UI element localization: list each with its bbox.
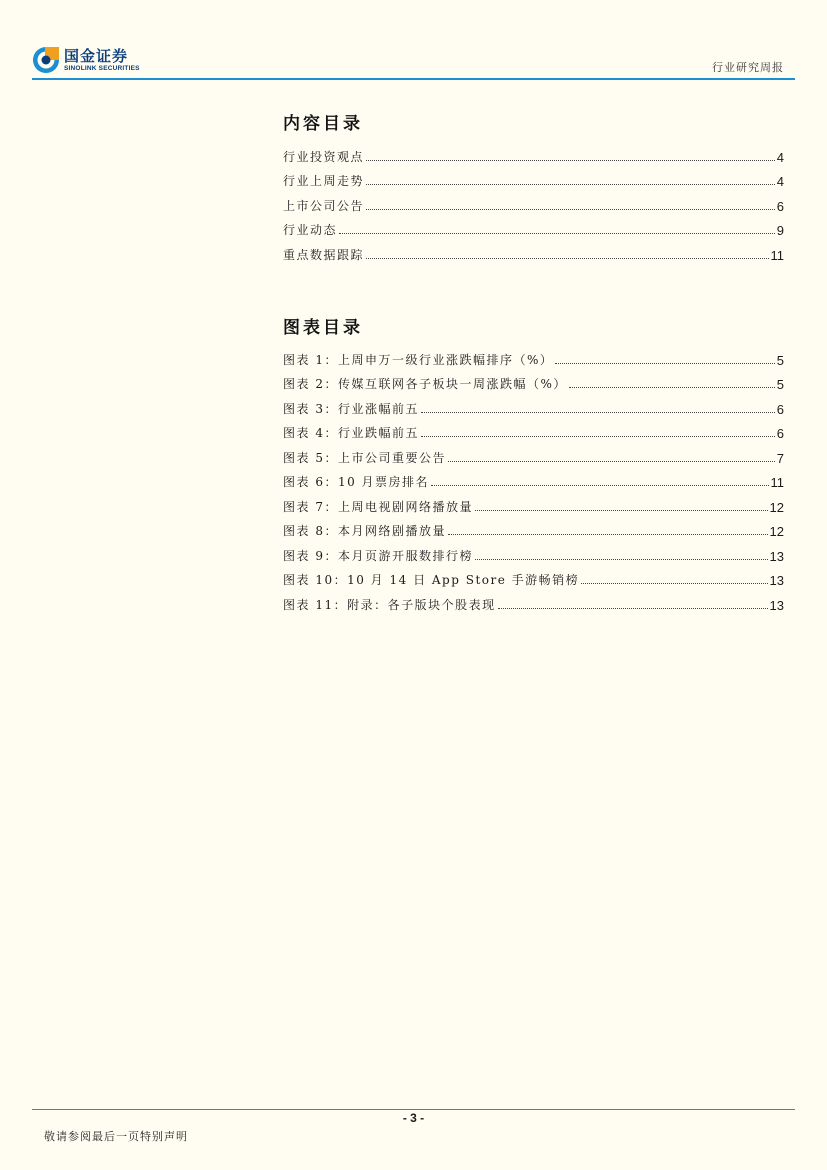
company-logo <box>32 46 140 74</box>
figure-toc-item[interactable] <box>283 441 784 466</box>
toc-item-page: 7 <box>776 450 784 466</box>
toc-leader-dots <box>498 607 768 609</box>
toc-item-page: 11 <box>770 247 784 263</box>
toc-leader-dots <box>366 159 775 161</box>
toc-item-page: 11 <box>770 475 784 490</box>
figure-toc-item[interactable] <box>283 392 784 417</box>
report-type-label: 行业研究周报 <box>712 61 784 74</box>
page-number: - 3 - <box>402 1111 425 1125</box>
toc-item-page: 6 <box>776 401 784 417</box>
page-header <box>0 0 827 80</box>
toc-item[interactable] <box>283 214 784 239</box>
figure-toc-item[interactable] <box>283 466 784 491</box>
figure-toc-item[interactable] <box>283 515 784 540</box>
toc-leader-dots <box>431 484 768 486</box>
logo-chinese-name: 国金证券 <box>64 46 129 65</box>
figure-toc-item[interactable] <box>283 490 784 515</box>
toc-item-label: 行业投资观点 <box>283 149 365 164</box>
toc-item-label: 上市公司公告 <box>283 198 365 213</box>
toc-leader-dots <box>421 435 775 437</box>
toc-item-page: 12 <box>769 499 784 515</box>
toc-item[interactable] <box>283 165 784 190</box>
toc-item-label: 重点数据跟踪 <box>283 247 365 262</box>
figure-toc-item[interactable] <box>283 368 784 393</box>
toc-leader-dots <box>448 460 775 462</box>
toc-item-label: 图表 9：本月页游开服数排行榜 <box>283 548 473 563</box>
toc-leader-dots <box>581 582 767 584</box>
toc-item-page: 6 <box>776 426 784 441</box>
toc-item-label: 图表 5：上市公司重要公告 <box>283 450 446 465</box>
toc-item-label: 行业上周走势 <box>283 174 365 188</box>
toc-item[interactable] <box>283 189 784 214</box>
toc-item-page: 12 <box>769 524 784 539</box>
disclaimer-note: 敬请参阅最后一页特别声明 <box>44 1130 188 1143</box>
toc-leader-dots <box>475 558 768 560</box>
logo-english-name: SINOLINK SECURITIES <box>64 64 140 72</box>
toc-item-label: 图表 8：本月网络剧播放量 <box>283 524 446 538</box>
toc-item-label: 图表 4：行业跌幅前五 <box>283 426 419 440</box>
figure-toc-item[interactable] <box>283 343 784 368</box>
toc-item-page: 5 <box>776 352 784 368</box>
header-divider <box>32 78 795 80</box>
toc-item-label: 行业动态 <box>283 223 338 237</box>
toc-item-page: 5 <box>776 377 784 392</box>
toc-leader-dots <box>475 509 768 511</box>
contents-title: 内容目录 <box>283 114 363 134</box>
toc-item-label: 图表 10：10 月 14 日 App Store 手游畅销榜 <box>283 573 580 587</box>
figure-toc-item[interactable] <box>283 417 784 442</box>
toc-item-page: 13 <box>769 597 784 613</box>
toc-leader-dots <box>448 533 768 535</box>
toc-leader-dots <box>366 208 775 210</box>
toc-item-label: 图表 3：行业涨幅前五 <box>283 401 419 416</box>
toc-item-page: 13 <box>769 573 784 588</box>
figure-toc-item[interactable] <box>283 588 784 613</box>
figures-list <box>283 343 784 613</box>
toc-item-label: 图表 11：附录：各子版块个股表现 <box>283 597 496 612</box>
toc-item-label: 图表 1：上周申万一级行业涨跌幅排序（%） <box>283 352 554 367</box>
footer-divider <box>32 1109 795 1110</box>
toc-item-label: 图表 6：10 月票房排名 <box>283 475 430 489</box>
sinolink-logo-icon <box>32 46 60 74</box>
toc-item-page: 4 <box>776 149 784 165</box>
toc-leader-dots <box>339 232 775 234</box>
toc-item-page: 6 <box>776 198 784 214</box>
toc-leader-dots <box>366 183 775 185</box>
toc-item-page: 13 <box>769 548 784 564</box>
toc-item-page: 4 <box>776 174 784 189</box>
toc-leader-dots <box>569 386 775 388</box>
toc-item[interactable] <box>283 238 784 263</box>
figure-toc-item[interactable] <box>283 539 784 564</box>
toc-leader-dots <box>555 362 774 364</box>
toc-item-label: 图表 2：传媒互联网各子板块一周涨跌幅（%） <box>283 377 567 391</box>
toc-item-page: 9 <box>776 223 784 238</box>
figure-toc-item[interactable] <box>283 564 784 589</box>
toc-item-label: 图表 7：上周电视剧网络播放量 <box>283 499 473 514</box>
figures-title: 图表目录 <box>283 318 363 338</box>
toc-item[interactable] <box>283 140 784 165</box>
toc-leader-dots <box>366 257 768 259</box>
contents-list <box>283 140 784 263</box>
toc-leader-dots <box>421 411 775 413</box>
